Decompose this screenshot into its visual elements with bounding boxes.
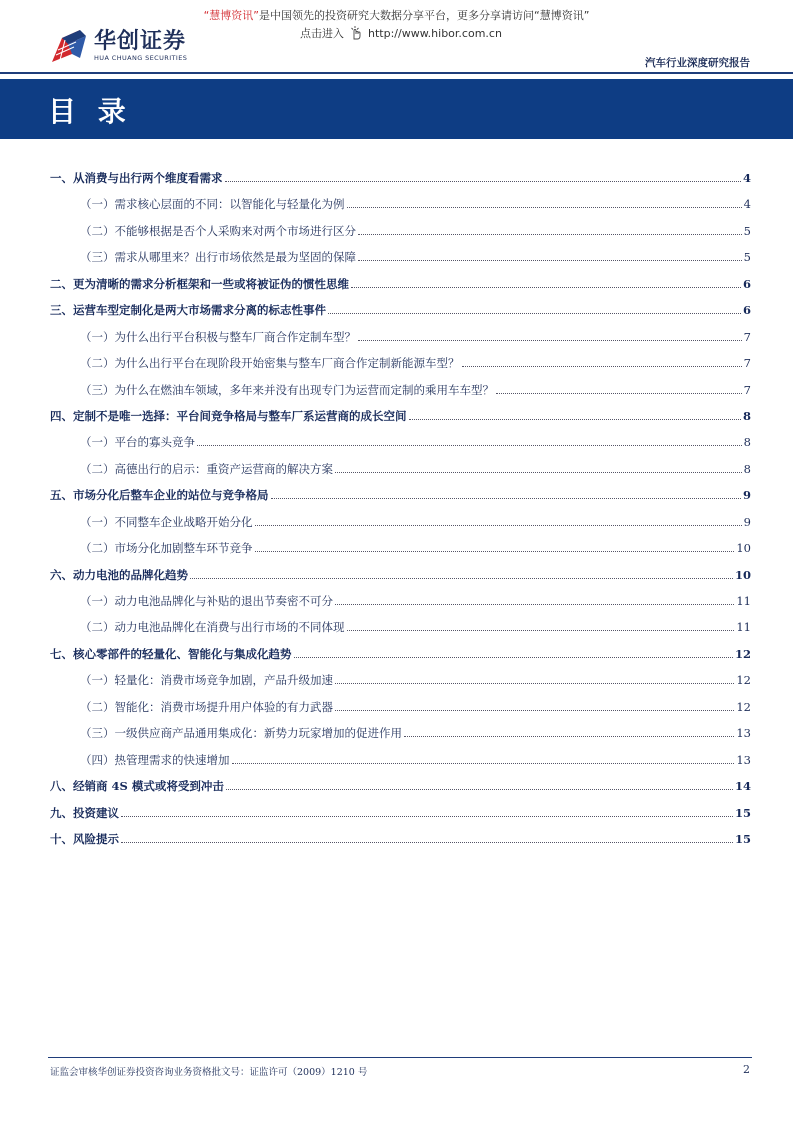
toc-entry-title: （四）热管理需求的快速增加 <box>80 752 230 767</box>
toc-dot-leader <box>335 699 734 711</box>
toc-entry-page: 4 <box>742 171 751 185</box>
toc-entry-title: 十、风险提示 <box>50 831 119 846</box>
toc-entry-title: （二）市场分化加剧整车环节竞争 <box>80 541 253 556</box>
toc-section[interactable] <box>50 646 751 672</box>
toc-entry-page: 6 <box>742 276 751 291</box>
toc-subsection[interactable] <box>50 725 751 751</box>
toc-entry-title: 五、市场分化后整车企业的站位与竞争格局 <box>50 488 269 503</box>
toc-entry-page: 10 <box>734 567 751 582</box>
toc-section[interactable] <box>50 778 751 804</box>
toc-section[interactable] <box>50 408 751 434</box>
toc-dot-leader <box>462 355 742 367</box>
toc-entry-page: 5 <box>743 223 751 238</box>
pointer-hand-icon <box>348 25 364 41</box>
toc-entry-page: 7 <box>743 329 751 344</box>
toc-dot-leader <box>226 778 733 790</box>
toc-dot-leader <box>294 646 733 658</box>
toc-entry-title: （二）不能够根据是否个人采购来对两个市场进行区分 <box>80 223 356 238</box>
toc-entry-title: （二）智能化：消费市场提升用户体验的有力武器 <box>80 699 333 714</box>
toc-section[interactable] <box>50 170 751 196</box>
footer-divider <box>48 1057 752 1058</box>
toc-dot-leader <box>351 276 741 288</box>
toc-dot-leader <box>496 382 742 394</box>
report-type-label: 汽车行业深度研究报告 <box>645 57 750 69</box>
promo-link-row <box>300 25 502 41</box>
promo-brand: “慧博资讯” <box>203 9 259 22</box>
toc-dot-leader <box>232 752 735 764</box>
toc-subsection[interactable] <box>50 514 751 540</box>
toc-entry-title: （一）轻量化：消费市场竞争加剧，产品升级加速 <box>80 673 333 688</box>
toc-subsection[interactable] <box>50 355 751 381</box>
toc-dot-leader <box>190 567 733 579</box>
toc-entry-page: 15 <box>734 805 751 820</box>
toc-dot-leader <box>328 302 741 314</box>
toc-entry-page: 9 <box>743 514 751 529</box>
toc-entry-title: （二）动力电池品牌化在消费与出行市场的不同体现 <box>80 620 345 635</box>
promo-banner <box>0 7 793 23</box>
toc-subsection[interactable] <box>50 223 751 249</box>
logo-mark-icon <box>50 28 88 64</box>
toc-entry-page: 8 <box>742 408 751 423</box>
header-divider <box>0 72 793 74</box>
toc-dot-leader <box>225 170 741 182</box>
promo-tagline: 是中国领先的投资研究大数据分享平台，更多分享请访问“慧博资讯” <box>259 9 590 22</box>
click-enter-text: 点击进入 <box>300 27 344 40</box>
toc-section[interactable] <box>50 487 751 513</box>
title-band <box>0 79 793 139</box>
toc-entry-page: 15 <box>734 831 751 846</box>
toc-dot-leader <box>404 725 734 737</box>
toc-entry-page: 12 <box>736 699 751 714</box>
toc-dot-leader <box>197 434 742 446</box>
toc-subsection[interactable] <box>50 329 751 355</box>
toc-dot-leader <box>358 329 742 341</box>
toc-entry-page: 9 <box>742 488 751 503</box>
page-title: 目 录 <box>48 95 132 128</box>
toc-section[interactable] <box>50 567 751 593</box>
toc-entry-title: （一）不同整车企业战略开始分化 <box>80 514 253 529</box>
toc-dot-leader <box>335 672 734 684</box>
toc-subsection[interactable] <box>50 752 751 778</box>
toc-entry-page: 12 <box>734 646 751 661</box>
toc-entry-page: 7 <box>743 382 751 397</box>
toc-entry-title: 三、运营车型定制化是两大市场需求分离的标志性事件 <box>50 303 326 318</box>
toc-entry-title: （一）平台的寡头竞争 <box>80 435 195 450</box>
toc-dot-leader <box>121 831 733 843</box>
toc-subsection[interactable] <box>50 540 751 566</box>
toc-entry-title: （一）为什么出行平台积极与整车厂商合作定制车型？ <box>80 329 356 344</box>
company-logo <box>50 28 187 64</box>
toc-entry-title: 四、定制不是唯一选择：平台间竞争格局与整车厂系运营商的成长空间 <box>50 408 407 423</box>
toc-entry-page: 12 <box>736 673 751 688</box>
toc-entry-title: 二、更为清晰的需求分析框架和一些或将被证伪的惯性思维 <box>50 276 349 291</box>
toc-entry-title: 七、核心零部件的轻量化、智能化与集成化趋势 <box>50 646 292 661</box>
table-of-contents <box>50 170 751 857</box>
toc-dot-leader <box>335 593 734 605</box>
toc-subsection[interactable] <box>50 593 751 619</box>
logo-name-en: HUA CHUANG SECURITIES <box>94 54 188 62</box>
toc-subsection[interactable] <box>50 434 751 460</box>
toc-entry-page: 4 <box>743 197 751 212</box>
toc-entry-title: （三）需求从哪里来？出行市场依然是最为坚固的保障 <box>80 250 356 265</box>
toc-dot-leader <box>409 408 741 420</box>
toc-subsection[interactable] <box>50 249 751 275</box>
toc-entry-title: 九、投资建议 <box>50 805 119 820</box>
toc-entry-title: （三）一级供应商产品通用集成化：新势力玩家增加的促进作用 <box>80 726 402 741</box>
toc-entry-title: 六、动力电池的品牌化趋势 <box>50 567 188 582</box>
toc-entry-title: （一）需求核心层面的不同：以智能化与轻量化为例 <box>80 197 345 212</box>
logo-name-cn: 华创证券 <box>94 29 187 54</box>
toc-entry-page: 13 <box>736 726 751 741</box>
toc-dot-leader <box>255 540 735 552</box>
toc-entry-page: 11 <box>736 594 751 608</box>
toc-section[interactable] <box>50 831 751 857</box>
toc-entry-title: （一）动力电池品牌化与补贴的退出节奏密不可分 <box>80 594 333 608</box>
toc-dot-leader <box>121 805 733 817</box>
toc-subsection[interactable] <box>50 672 751 698</box>
toc-entry-page: 10 <box>736 541 751 556</box>
toc-subsection[interactable] <box>50 382 751 408</box>
toc-subsection[interactable] <box>50 699 751 725</box>
footer-license: 证监会审核华创证券投资咨询业务资格批文号：证监许可（2009）1210 号 <box>50 1067 368 1078</box>
page-number: 2 <box>743 1063 750 1076</box>
toc-entry-title: （二）高德出行的启示：重资产运营商的解决方案 <box>80 461 333 476</box>
toc-section[interactable] <box>50 276 751 302</box>
toc-subsection[interactable] <box>50 619 751 645</box>
toc-subsection[interactable] <box>50 461 751 487</box>
toc-entry-page: 13 <box>736 752 751 767</box>
toc-subsection[interactable] <box>50 196 751 222</box>
hibor-link[interactable]: http://www.hibor.com.cn <box>368 26 502 40</box>
toc-dot-leader <box>335 461 742 473</box>
toc-entry-title: （二）为什么出行平台在现阶段开始密集与整车厂商合作定制新能源车型？ <box>80 356 460 371</box>
toc-dot-leader <box>255 514 742 526</box>
toc-dot-leader <box>271 487 741 499</box>
toc-entry-title: 八、经销商 4S 模式或将受到冲击 <box>50 779 224 794</box>
toc-entry-page: 11 <box>736 620 751 635</box>
toc-entry-page: 14 <box>734 779 751 794</box>
toc-section[interactable] <box>50 805 751 831</box>
toc-entry-page: 8 <box>743 435 751 450</box>
toc-entry-title: 一、从消费与出行两个维度看需求 <box>50 171 223 185</box>
toc-dot-leader <box>347 196 742 208</box>
toc-entry-page: 5 <box>743 250 751 265</box>
toc-entry-title: （三）为什么在燃油车领域，多年来并没有出现专门为运营而定制的乘用车车型？ <box>80 382 494 397</box>
toc-entry-page: 7 <box>743 356 751 371</box>
toc-entry-page: 8 <box>743 461 751 476</box>
toc-section[interactable] <box>50 302 751 328</box>
toc-entry-page: 6 <box>742 303 751 318</box>
toc-dot-leader <box>358 223 742 235</box>
toc-dot-leader <box>358 249 742 261</box>
toc-dot-leader <box>347 619 735 631</box>
